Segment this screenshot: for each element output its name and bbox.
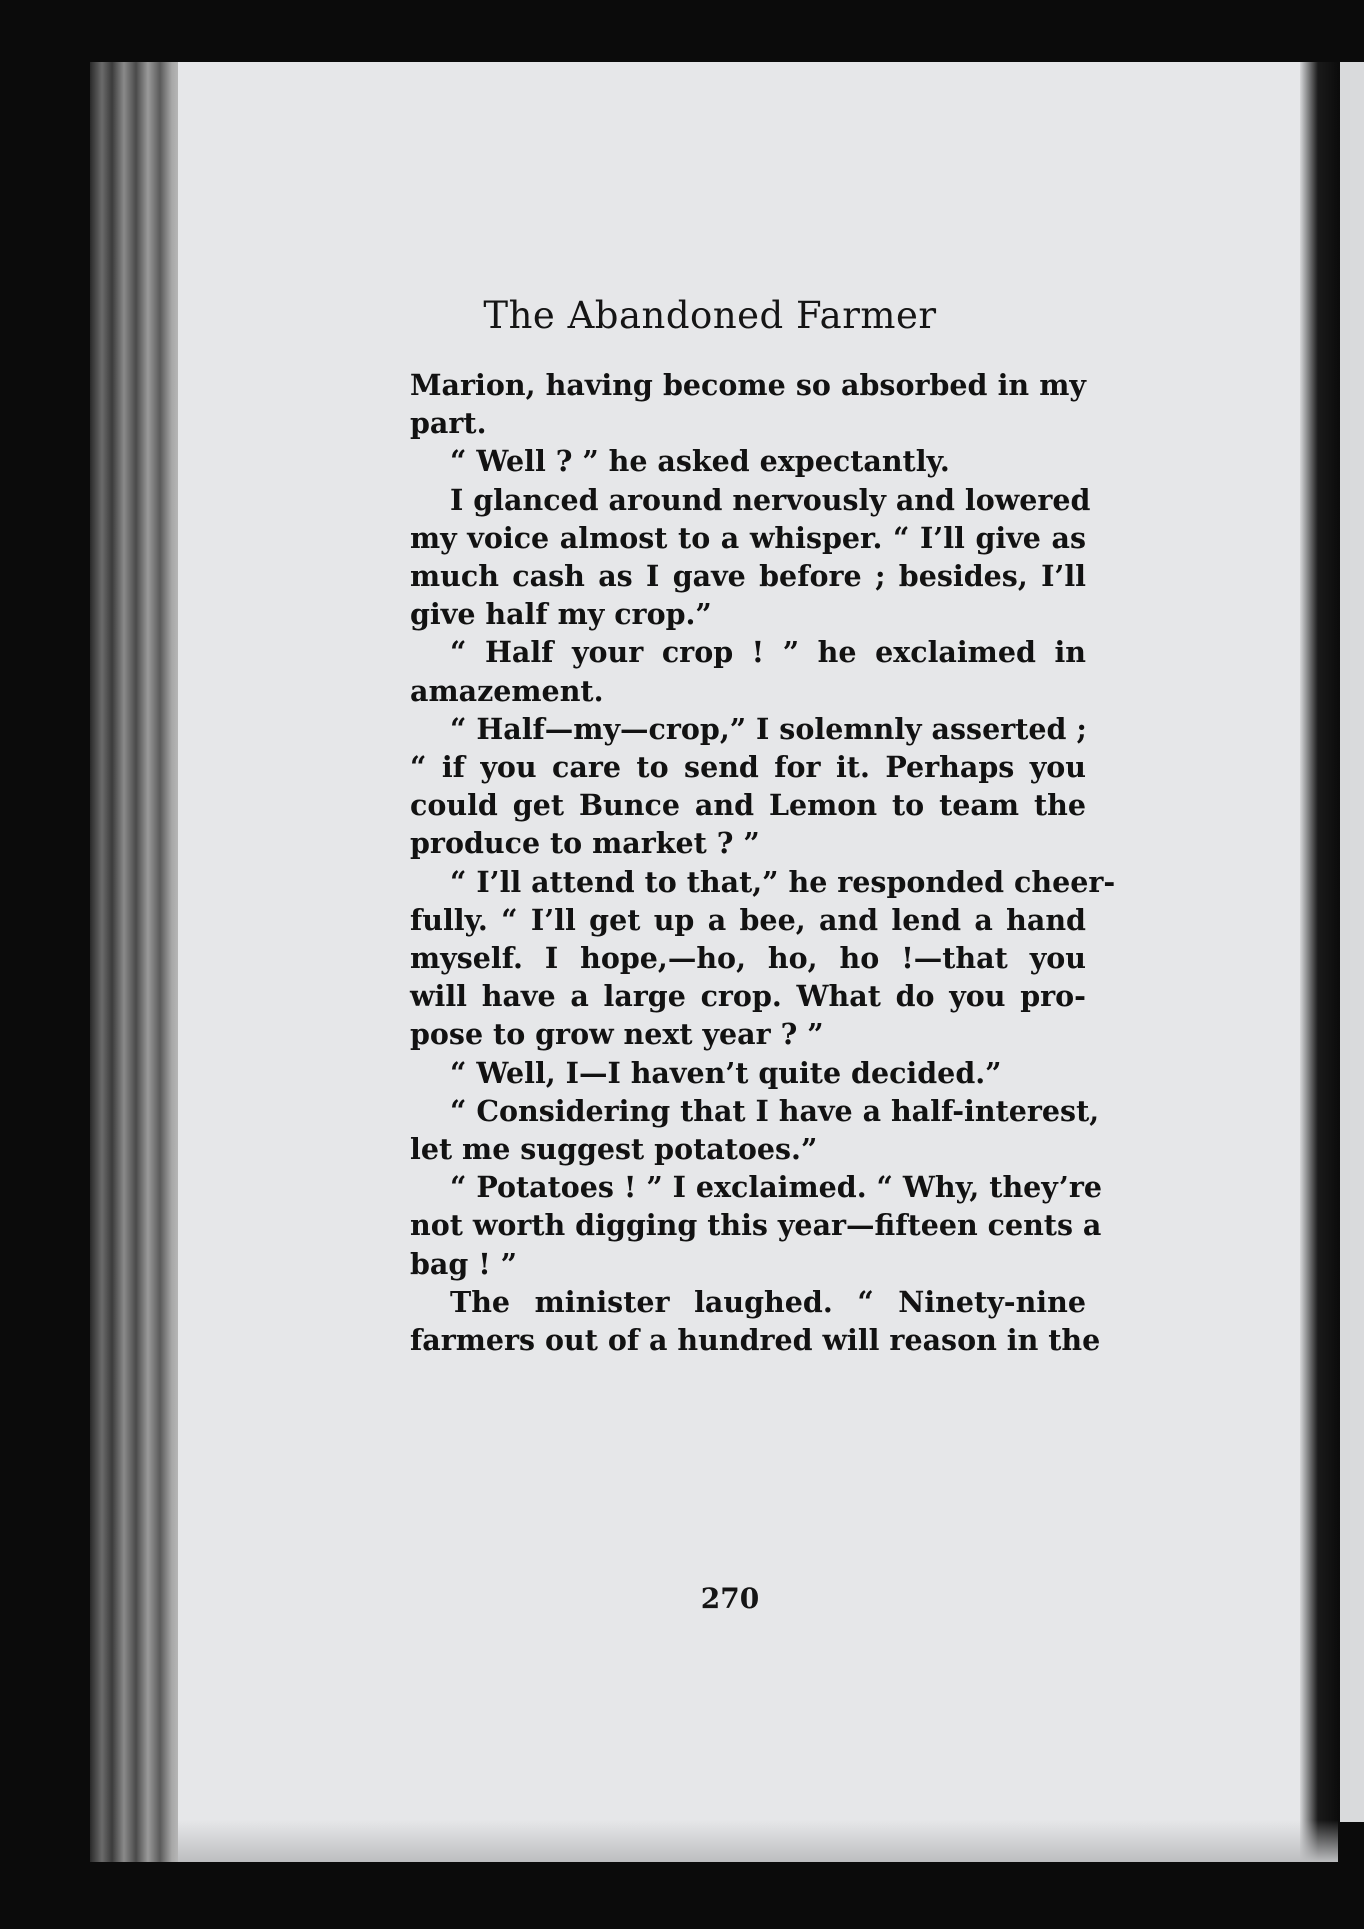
body-text [410,366,1116,1359]
page-shadow-right [1300,62,1340,1862]
text-line: “ Well, I—I haven’t quite decided.” [450,1055,1002,1090]
text-line: much cash as I gave before ; besides, I’ll [410,559,1086,594]
text-line: part. [410,406,487,441]
text-line: bag ! ” [410,1246,518,1281]
text-line: “ if you care to send for it. Perhaps you [410,750,1086,785]
text-line: “ Half your crop ! ” he exclaimed in [450,635,1086,670]
page-bottom-shade [178,1820,1338,1862]
text-line: I glanced around nervously and lowered [450,482,1091,517]
running-head: The Abandoned Farmer [483,294,937,337]
next-page-sliver [1340,62,1364,1822]
text-line: farmers out of a hundred will reason in the [410,1323,1101,1358]
text-line: “ Considering that I have a half-interest, [450,1093,1100,1128]
text-line: pose to grow next year ? ” [410,1017,824,1052]
text-line: amazement. [410,673,604,708]
text-line: let me suggest potatoes.” [410,1132,818,1167]
text-line: not worth digging this year—fifteen cents a [410,1208,1102,1243]
text-line: produce to market ? ” [410,826,760,861]
text-line: “ Half—my—crop,” I solemnly asserted ; [450,711,1087,746]
book-edge-left [90,62,190,1862]
text-line: fully. “ I’ll get up a bee, and lend a hand [410,902,1086,937]
text-line: “ I’ll attend to that,” he responded cheer- [450,864,1116,899]
text-line: could get Bunce and Lemon to team the [410,788,1086,823]
text-line: The minister laughed. “ Ninety-nine [450,1284,1086,1319]
text-line: will have a large crop. What do you pro- [410,979,1086,1014]
text-line: myself. I hope,—ho, ho, ho !—that you [410,941,1086,976]
page-number: 270 [700,1582,760,1615]
text-line: give half my crop.” [410,597,712,632]
text-line: “ Well ? ” he asked expectantly. [450,444,950,479]
text-line: Marion, having become so absorbed in my [410,368,1086,402]
text-line: “ Potatoes ! ” I exclaimed. “ Why, they’re [450,1170,1102,1205]
text-line: my voice almost to a whisper. “ I’ll give as [410,520,1086,555]
